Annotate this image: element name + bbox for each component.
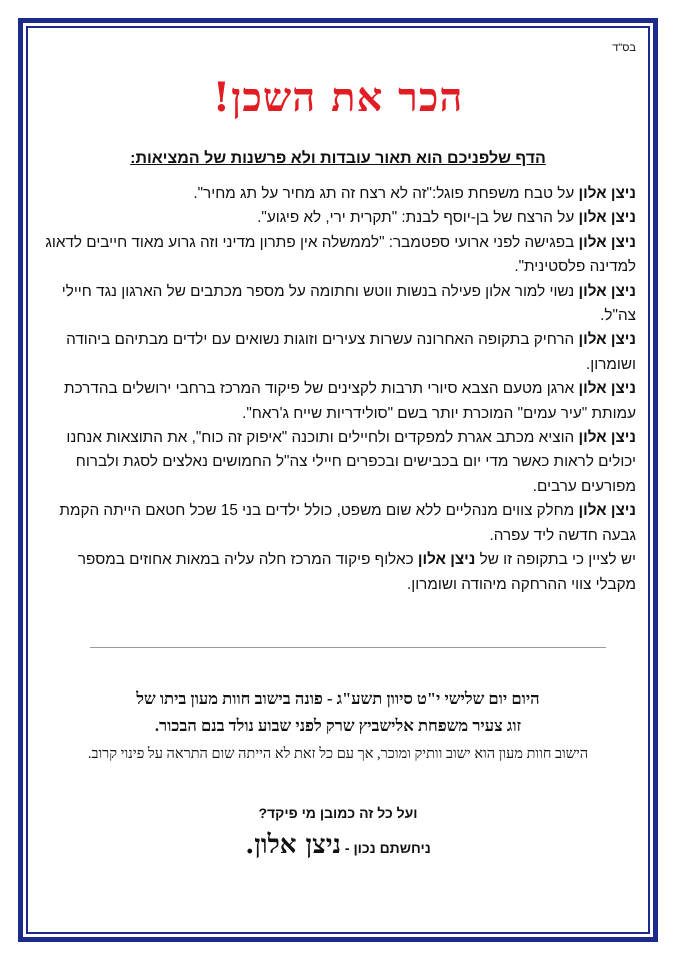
page-title: הכר את השכן!: [212, 74, 464, 121]
closing-answer: [40, 830, 636, 860]
answer-name: ניצן אלון: [254, 830, 342, 860]
bsd-header: בס"ד: [612, 42, 636, 54]
announcement-line-1: היום יום שלישי י"ט סיוון תשע"ג - פונה בישוב חוות מעון ביתו של: [136, 689, 540, 708]
fact-name: ניצן אלון: [578, 380, 636, 398]
answer-suffix: .: [245, 830, 255, 860]
fact-name: ניצן אלון: [578, 331, 636, 349]
fact-paragraph: [44, 499, 636, 548]
fact-name: ניצן אלון: [578, 502, 636, 520]
fact-text: על הרצח של בן-יוסף לבנת: "תקרית ירי, לא פיגוע".: [257, 209, 579, 227]
answer-prefix: ניחשתם נכון -: [341, 840, 431, 856]
page-subtitle: הדף שלפניכם הוא תאור עובדות ולא פרשנות של המציאות:: [130, 150, 546, 167]
fact-text: מחלק צווים מנהליים ללא שום משפט, כולל ילדים בני 15 שכל חטאם הייתה הקמת גבעה חדשה ליד עפרה.: [59, 502, 636, 544]
announcement-line-2: זוג צעיר משפחת אלישביץ שרק לפני שבוע נולד בנם הבכור.: [154, 716, 522, 735]
fact-name: ניצן אלון: [578, 282, 636, 300]
closing-paragraph: [44, 548, 636, 597]
eviction-announcement: [40, 685, 636, 765]
closing-suffix: כאלוף פיקוד המרכז חלה עליה במאות אחוזים במספר מקבלי צווי ההרחקה מיהודה ושומרון.: [77, 551, 636, 593]
fact-paragraph: [44, 280, 636, 329]
fact-paragraph: [44, 426, 636, 499]
fact-paragraph: [44, 328, 636, 377]
fact-paragraph: [44, 231, 636, 280]
closing-prefix: יש לציין כי בתקופה זו של: [475, 551, 636, 569]
announcement-detail: הישוב חוות מעון הוא ישוב וותיק ומוכר, אך עם כל זאת לא הייתה שום התראה על פינוי קרוב.: [87, 746, 589, 762]
fact-text: הרחיק בתקופה האחרונה עשרות צעירים וזוגות נשואים עם ילדים מבתיהם ביהודה ושומרון.: [66, 331, 636, 373]
fact-text: בפגישה לפני ארועי ספטמבר: "לממשלה אין פתרון מדיני וזה גרוע מאוד חייבים לדאוג למדינה פלסטינית".: [45, 233, 636, 276]
fact-text: על טבח משפחת פוגל:"זה לא רצח זה תג מחיר על תג מחיר".: [193, 185, 579, 202]
fact-paragraph: [44, 182, 636, 206]
fact-name: ניצן אלון: [578, 429, 636, 447]
closing-question: ועל כל זה כמובן מי פיקד?: [258, 805, 418, 821]
section-divider: [90, 647, 606, 648]
fact-text: נשוי למור אלון פעילה בנשות ווטש וחתומה על מספר מכתבים של הארגון נגד חיילי צה"ל.: [61, 282, 636, 325]
fact-name: ניצן אלון: [578, 185, 636, 202]
fact-paragraph: [44, 377, 636, 426]
leaflet-page: [40, 30, 636, 930]
fact-name: ניצן אלון: [578, 209, 636, 227]
facts-list: [44, 182, 636, 597]
fact-paragraph: [44, 206, 636, 230]
fact-name: ניצן אלון: [578, 233, 636, 251]
closing-name: ניצן אלון: [417, 551, 476, 569]
fact-text: ארגן מטעם הצבא סיורי תרבות לקצינים של פיקוד המרכז ברחבי ירושלים בהדרכת עמותת "עיר עמים" המוכרת יותר בשם "סולידריות שייח ג'ראח".: [64, 380, 636, 422]
fact-text: הוציא מכתב אגרת למפקדים ולחיילים ותוכנה "איפוק זה כוח", את התוצאות אנחנו יכולים לראות כאשר מדי יום בכבישים ובכפרים חיילי צה"ל החמושים נאלצים לסגת ולברוח מפורעים ערבים.: [66, 429, 636, 495]
